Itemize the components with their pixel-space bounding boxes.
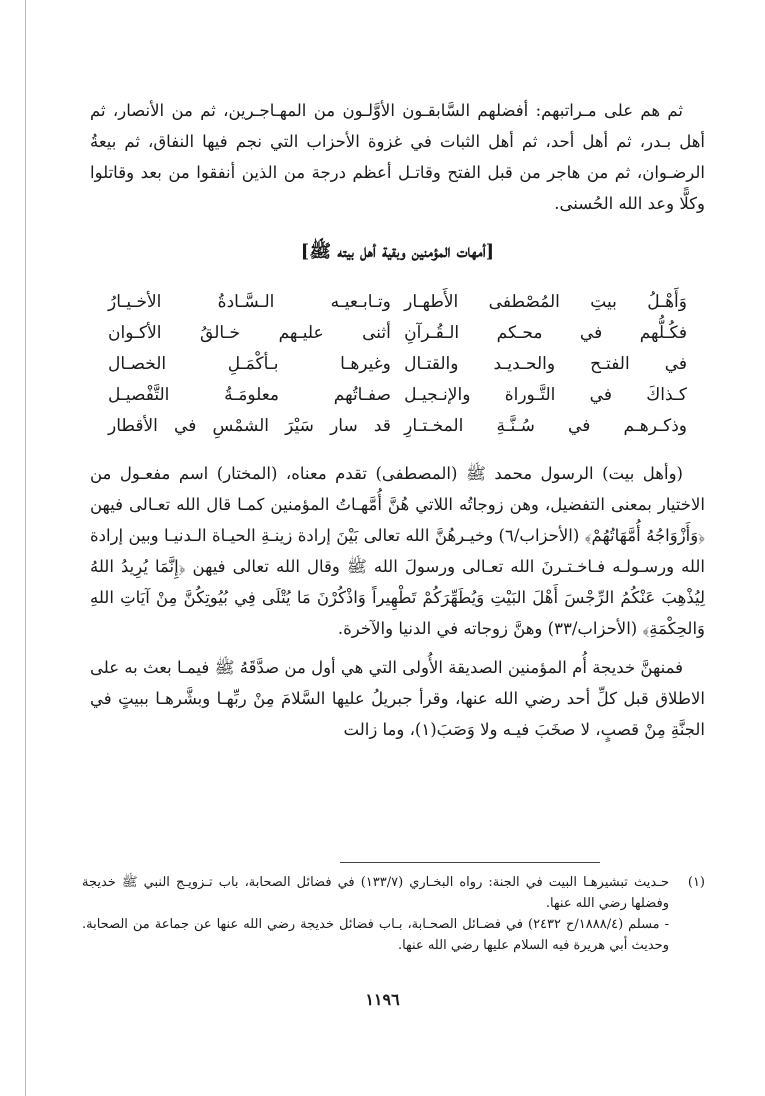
poem-verse — [90, 287, 705, 318]
section-heading: [أمهات المؤمنين وبقية أهل بيته ﷺ] — [300, 241, 495, 262]
verse-first-hemistich: فكُـلُّهم في محـكم الـقُـرآنِ — [404, 323, 687, 343]
intro-paragraph: ثم هم على مـراتبهم: أفضلهم السَّابقـون الأوَّلـون من المهـاجـرين، ثم من الأنصار، ثم أهل بـدر، ثم أهل أحد، ثم أهل الثبات في غزوة الأحزاب التي نجم فيها النفاق، ثم بيعةُ الرضـوان، ثم من هاجر من قبل الفتح وقاتـل أعظم درجة من الذين أنفقوا من بعد وقاتلوا وكلًّا وعد الله الحُسنى. — [90, 101, 705, 213]
verse-first-hemistich: في الفتـح والحـديـد والقتـال — [404, 354, 687, 374]
explanation-paragraph: (وأهل بيت) الرسول محمد ﷺ (المصطفى) تقدم معناه، (المختار) اسم مفعـول من الاختيار بمعنى التفضيل، وهن زوجاتُه اللاتي هُنَّ أُمَّهـاتُ المؤمنين كمـا قال الله تعـالى فيهن ﴿وَأَزْوَاجُهُ أُمَّهَاتُهُمْ﴾ (الأحزاب/٦) وخيـرهُنَّ الله تعالى بَيْنَ إرادة زينـةِ الحيـاة الـدنيـا وبين إرادة الله ورسـولـه فـاخـتـرنَ الله تعـالى ورسولَ الله ﷺ وقال الله تعالى فيهن ﴿إِنَّمَا يُرِيدُ اللهُ لِيُذْهِبَ عَنْكُمُ الرِّجْسَ أَهْلَ البَيْتِ وَيُطَهِّرَكُمْ تَطْهِيراً وَاذْكُرْنَ مَا يُتْلَى فِي بُيُوتِكُنَّ مِنْ آيَاتِ اللهِ وَالحِكْمَةِ﴾ (الأحزاب/٣٣) وهنَّ زوجاته في الدنيا والآخرة. — [90, 464, 705, 638]
poem-verse — [90, 349, 705, 380]
page-margin-line — [25, 0, 26, 1096]
footnote-number: (١) — [687, 875, 705, 890]
footnote-separator — [340, 862, 600, 863]
verse-first-hemistich: وَأَهْـلُ بيتِ المُصْطفى الأَطهـار — [404, 292, 687, 312]
footnote — [82, 872, 705, 914]
verse-second-hemistich: وتـابـعيـه الـسَّـادةُ الأخـيـارُ — [108, 292, 391, 312]
footnotes — [82, 872, 705, 956]
verse-first-hemistich: وذكـرهـم في سُـنَّـةِ المخـتـارِ — [404, 416, 687, 436]
footnote — [82, 914, 705, 956]
verse-second-hemistich: صفـاتُهم معلومَـةُ التَّفْصيـل — [108, 385, 391, 405]
verse-second-hemistich: قد سار سَيْرَ الشمْسِ في الأقطار — [108, 416, 391, 436]
poem — [90, 287, 705, 442]
page-body — [90, 95, 705, 745]
poem-verse — [90, 318, 705, 349]
poem-verse — [90, 411, 705, 442]
khadija-paragraph: فمنهنَّ خديجة أُم المؤمنين الصديقة الأُولى التي هي أول من صدَّقَهُ ﷺ فيمـا بعث به على الاطلاق قبل كلِّ أحد رضي الله عنها، وقرأ جبريلُ عليها السَّلامَ مِنْ ربِّهـا وبشَّرهـا ببيتٍ في الجنَّةِ مِنْ قصبٍ، لا صخَبَ فيـه ولا وَصَبَ(١)، وما زالت — [90, 658, 705, 739]
verse-second-hemistich: أثنى عليـهم خـالقُ الأكـوان — [108, 323, 391, 343]
poem-verse — [90, 380, 705, 411]
verse-first-hemistich: كـذاكَ في التَّـوراة والإنـجيـل — [404, 385, 687, 405]
footnote-text: - مسلم (١٨٨٨/٤/ح ٢٤٣٢) في فضـائل الصحـابة، بـاب فضائل خديجة رضي الله عنها عن جماعة من الصحابة. وحديث أبي هريرة فيه السلام عليها رضي الله عنها. — [82, 917, 670, 953]
verse-second-hemistich: وغيرهـا بـأكْمَـلِ الخصـال — [108, 354, 391, 374]
footnote-text: حـديث تبشيرهـا البيت في الجنة: رواه البخـاري (١٣٣/٧) في فضائل الصحابة، باب تـزويـج النبي ﷺ خديجة وفضلها رضي الله عنها. — [82, 875, 669, 911]
page-number: ١١٩٦ — [365, 990, 400, 1009]
